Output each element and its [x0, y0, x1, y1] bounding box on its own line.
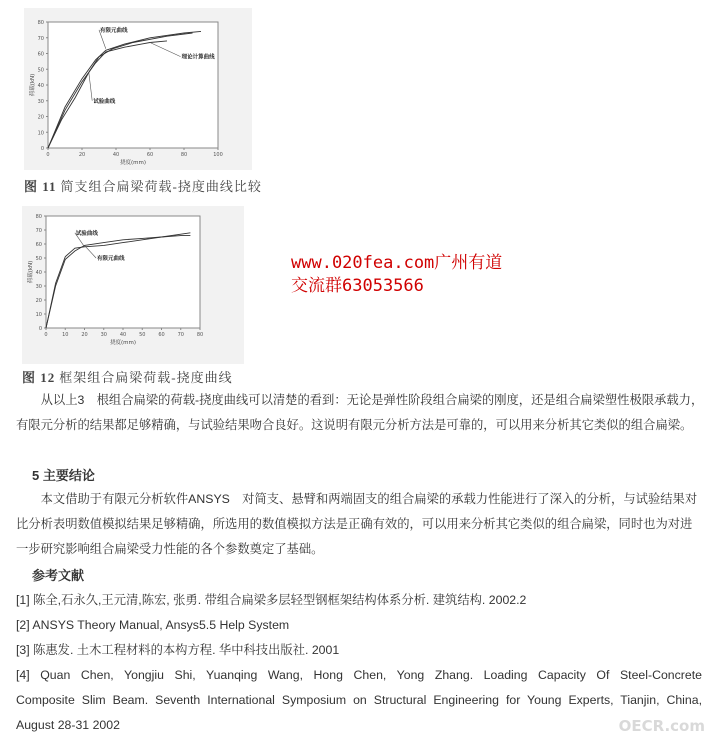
- x-tick-label: 80: [196, 332, 204, 338]
- y-tick-label: 30: [37, 98, 44, 105]
- x-tick-label: 0: [46, 152, 50, 158]
- y-tick-label: 0: [40, 146, 44, 152]
- x-tick-label: 30: [100, 332, 107, 338]
- y-tick-label: 10: [37, 130, 44, 137]
- y-tick-label: 40: [35, 270, 42, 276]
- plot-area: [48, 22, 218, 148]
- y-tick-label: 40: [37, 83, 44, 89]
- section-heading-5: 5 主要结论: [32, 468, 95, 483]
- annotation-label: 试验曲线: [93, 98, 116, 105]
- reference-4-line-3: August 28-31 2002: [16, 718, 120, 732]
- reference-4-line-1: [4] Quan Chen, Yongjiu Shi, Yuanqing Wang, Hong Chen, Yong Zhang. Loading Capacity Of Steel-Concrete: [16, 668, 702, 682]
- figure-12-caption: [22, 367, 233, 386]
- x-tick-label: 0: [44, 332, 48, 338]
- x-tick-label: 100: [213, 152, 223, 158]
- x-tick-label: 20: [78, 152, 86, 158]
- x-tick-label: 60: [146, 152, 154, 158]
- ad-line-1: www.020fea.com广州有道: [291, 253, 503, 273]
- x-tick-label: 10: [62, 332, 69, 338]
- y-axis-label: 荷载(kN): [28, 260, 34, 284]
- reference-4: [16, 663, 702, 738]
- references-heading: 参考文献: [32, 568, 85, 583]
- y-tick-label: 80: [37, 20, 44, 26]
- x-axis-label: 挠度(mm): [119, 160, 147, 166]
- x-tick-label: 40: [112, 152, 120, 158]
- annotation-label: 有限元曲线: [97, 256, 125, 262]
- figure-11: [24, 8, 252, 170]
- figure-11-caption: [24, 176, 262, 195]
- conclusion-paragraph-2: 本文借助于有限元分析软件ANSYS 对简支、悬臂和两端固支的组合扁梁的承载力性能进行了深入的分析，与试验结果对比分析表明数值模拟结果足够精确，所选用的数值模拟方法是正确有效的，可以用来分析其它类似的组合扁梁，同时也为对进一步研究影响组合扁梁受力性能的各个参数奠定了基础。: [16, 492, 698, 556]
- watermark: OECR.com: [618, 717, 705, 735]
- y-tick-label: 70: [37, 35, 44, 42]
- y-tick-label: 60: [35, 242, 42, 248]
- y-tick-label: 60: [37, 51, 44, 58]
- y-tick-label: 20: [37, 114, 44, 121]
- annotation-label: 有限元曲线: [100, 27, 128, 34]
- plot-area: [46, 216, 200, 328]
- figure-12-chart: [22, 206, 244, 364]
- figure-12-title: 框架组合扁梁荷载-挠度曲线: [59, 370, 233, 385]
- annotation-label: 试验曲线: [75, 230, 98, 237]
- y-tick-label: 20: [35, 298, 42, 304]
- reference-1: [1] 陈全,石永久,王元清,陈宏, 张勇. 带组合扁梁多层轻型钢框架结构体系分析. 建筑结构. 2002.2: [16, 593, 527, 607]
- reference-3: [3] 陈惠发. 土木工程材料的本构方程. 华中科技出版社. 2001: [16, 643, 340, 657]
- x-tick-label: 70: [177, 332, 184, 338]
- figure-12-number: 图 12: [22, 370, 56, 385]
- y-tick-label: 30: [35, 284, 42, 290]
- y-tick-label: 80: [35, 214, 42, 220]
- x-axis-label: 挠度(mm): [109, 340, 137, 346]
- x-tick-label: 80: [180, 152, 188, 158]
- x-tick-label: 50: [139, 332, 146, 338]
- y-tick-label: 50: [37, 67, 44, 74]
- reference-4-line-2: Composite Slim Beam. Seventh International Symposium on Structural Engineering for Young Experts, Tianjin, China,: [16, 693, 702, 707]
- x-tick-label: 60: [158, 332, 165, 338]
- y-tick-label: 0: [38, 326, 42, 332]
- y-tick-label: 70: [35, 228, 42, 234]
- y-tick-label: 50: [35, 256, 42, 262]
- reference-2: [2] ANSYS Theory Manual, Ansys5.5 Help System: [16, 618, 290, 632]
- conclusion-paragraph-1: 从以上3 根组合扁梁的荷载-挠度曲线可以清楚的看到：无论是弹性阶段组合扁梁的刚度，还是组合扁梁塑性极限承载力，有限元分析的结果都足够精确，与试验结果吻合良好。这说明有限元分析方法是可靠的，可以用来分析其它类似的组合扁梁。: [16, 393, 704, 432]
- x-tick-label: 40: [119, 332, 127, 338]
- figure-12: [22, 206, 244, 364]
- ad-line-2: 交流群63053566: [291, 276, 424, 296]
- x-tick-label: 20: [81, 332, 88, 338]
- annotation-label: 理论计算曲线: [181, 54, 215, 61]
- figure-11-title: 简支组合扁梁荷载-挠度曲线比较: [60, 179, 262, 194]
- y-axis-label: 荷载(kN): [30, 73, 36, 97]
- figure-11-chart: [24, 8, 252, 170]
- y-tick-label: 10: [35, 312, 42, 318]
- figure-11-number: 图 11: [24, 179, 57, 194]
